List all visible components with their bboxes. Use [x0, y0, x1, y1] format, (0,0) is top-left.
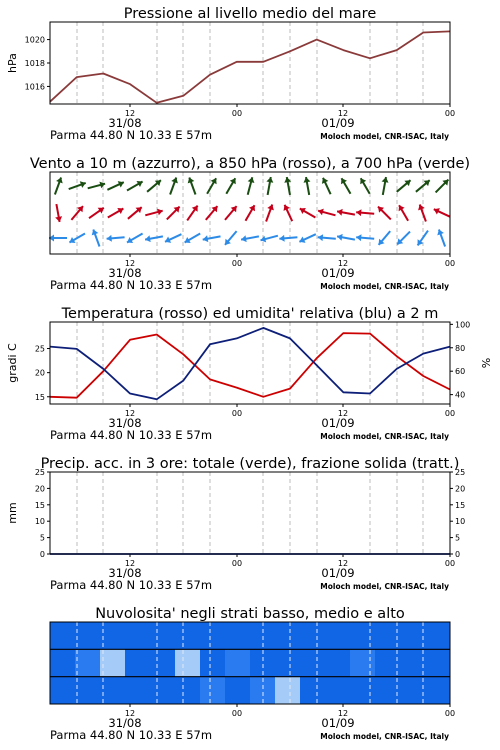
wind-arrow — [188, 178, 196, 195]
wind-arrow-head — [356, 209, 361, 216]
x-tick-label: 00 — [444, 409, 456, 418]
panel-title: Temperatura (rosso) ed umidita' relativa (blu) a 2 m — [61, 306, 439, 322]
cloud-cell — [125, 649, 151, 677]
y-tick-label: 20 — [34, 484, 45, 494]
x-tick-label: 00 — [444, 559, 456, 568]
cloud-cell — [300, 649, 326, 677]
wind-arrow — [360, 178, 370, 194]
y2-tick-label: 0 — [455, 550, 461, 559]
plot-border — [50, 472, 450, 554]
wind-arrow — [341, 178, 351, 194]
y2-tick-label: 40 — [455, 390, 466, 400]
y2-tick-label: 60 — [455, 367, 466, 377]
wind-arrow — [107, 181, 123, 190]
panel-title: Precip. acc. in 3 ore: totale (verde), frazione solida (tratt.) — [40, 456, 460, 472]
series-line-0 — [50, 31, 450, 102]
cloud-cell — [425, 649, 451, 677]
wind-arrow — [266, 177, 273, 195]
wind-arrow — [318, 209, 335, 216]
wind-arrow — [382, 177, 389, 195]
x-tick-label: 00 — [231, 109, 243, 118]
x-tick-label: 00 — [231, 409, 243, 418]
cloud-cell — [350, 677, 376, 705]
wind-arrow — [356, 234, 374, 241]
cloud-cell — [75, 649, 101, 677]
date-label: 01/09 — [321, 266, 355, 280]
wind-arrow — [55, 204, 62, 222]
x-tick-label: 12 — [124, 709, 136, 718]
wind-arrow — [436, 180, 449, 193]
cloud-cell — [350, 649, 376, 677]
cloud-cell — [200, 677, 226, 705]
cloud-cell — [100, 649, 126, 677]
y-tick-label: 20 — [34, 368, 45, 378]
y-tick-label: 1020 — [24, 35, 45, 45]
cloud-cell — [225, 677, 251, 705]
panel-0 — [6, 6, 455, 142]
wind-arrow — [356, 209, 374, 216]
cloud-cell — [150, 677, 176, 705]
x-tick-label: 12 — [337, 709, 349, 718]
cloud-cell — [325, 622, 351, 650]
cloud-cell — [275, 649, 301, 677]
wind-arrow — [418, 205, 426, 222]
cloud-cell — [350, 622, 376, 650]
date-label: 01/09 — [321, 566, 355, 580]
y2-tick-label: 10 — [455, 517, 466, 527]
wind-arrow — [207, 178, 217, 194]
wind-arrow — [437, 230, 445, 247]
date-label: 31/08 — [108, 716, 142, 730]
y2-axis-label: % — [480, 357, 493, 369]
y-tick-label: 25 — [34, 344, 45, 354]
wind-arrow — [284, 205, 293, 221]
cloud-cell — [325, 677, 351, 705]
x-tick-label: 12 — [124, 409, 136, 418]
wind-arrow — [379, 231, 391, 245]
x-tick-label: 12 — [124, 259, 136, 268]
wind-arrow — [299, 234, 315, 243]
y-tick-label: 15 — [34, 500, 45, 510]
wind-arrow — [378, 207, 391, 220]
wind-arrow — [337, 234, 355, 241]
cloud-cell — [75, 677, 101, 705]
x-tick-label: 12 — [124, 559, 136, 568]
cloud-cell — [175, 677, 201, 705]
y-tick-label: 25 — [34, 468, 45, 477]
cloud-cell — [275, 622, 301, 650]
panel-3 — [6, 456, 465, 592]
wind-arrow-head — [356, 234, 361, 241]
date-label: 01/09 — [321, 716, 355, 730]
cloud-cell — [425, 622, 451, 650]
date-label: 01/09 — [321, 416, 355, 430]
cloud-cell — [125, 622, 151, 650]
wind-arrow — [89, 208, 104, 218]
date-label: 01/09 — [321, 116, 355, 130]
cloud-cell — [425, 677, 451, 705]
wind-arrow — [147, 180, 161, 192]
cloud-cell — [200, 622, 226, 650]
date-label: 31/08 — [108, 116, 142, 130]
wind-arrow — [248, 177, 255, 194]
cloud-cell — [300, 677, 326, 705]
x-tick-label: 12 — [124, 109, 136, 118]
wind-arrow — [69, 234, 85, 244]
wind-arrow — [170, 178, 178, 195]
location-label: Parma 44.80 N 10.33 E 57m — [50, 728, 213, 742]
cloud-cell — [150, 622, 176, 650]
y2-tick-label: 25 — [455, 468, 466, 477]
cloud-cell — [150, 649, 176, 677]
location-label: Parma 44.80 N 10.33 E 57m — [50, 428, 213, 442]
y-axis-label: mm — [6, 502, 19, 524]
wind-arrow — [300, 208, 316, 218]
wind-arrow — [187, 206, 197, 221]
wind-arrow — [55, 178, 63, 195]
wind-arrow — [266, 205, 274, 222]
x-tick-label: 00 — [444, 259, 456, 268]
y2-tick-label: 80 — [455, 343, 466, 353]
y2-tick-label: 20 — [455, 484, 466, 494]
date-label: 31/08 — [108, 266, 142, 280]
plot-border — [50, 22, 450, 104]
cloud-cell — [200, 649, 226, 677]
y-axis-label: hPa — [6, 53, 19, 73]
x-tick-label: 12 — [337, 409, 349, 418]
cloud-cell — [400, 677, 426, 705]
panel-1 — [30, 156, 470, 292]
x-tick-label: 00 — [231, 559, 243, 568]
cloud-cell — [225, 622, 251, 650]
date-label: 31/08 — [108, 566, 142, 580]
wind-arrow-head — [279, 235, 284, 242]
source-label: Moloch model, CNR-ISAC, Italy — [320, 432, 449, 441]
y-tick-label: 0 — [39, 550, 45, 559]
y2-tick-label: 5 — [455, 533, 461, 543]
wind-arrow — [304, 177, 311, 195]
y-tick-label: 15 — [34, 392, 45, 402]
location-label: Parma 44.80 N 10.33 E 57m — [50, 578, 213, 592]
wind-arrow — [397, 180, 411, 192]
cloud-cell — [50, 649, 76, 677]
wind-arrow — [399, 205, 409, 221]
wind-arrow — [226, 178, 236, 194]
wind-arrow — [107, 235, 125, 242]
wind-arrow — [49, 235, 67, 242]
cloud-cell — [300, 622, 326, 650]
panel-title: Nuvolosita' negli strati basso, medio e alto — [95, 606, 405, 622]
x-tick-label: 12 — [337, 259, 349, 268]
x-tick-label: 12 — [337, 559, 349, 568]
x-tick-label: 00 — [444, 709, 456, 718]
y2-tick-label: 100 — [455, 320, 471, 330]
cloud-cell — [50, 622, 76, 650]
location-label: Parma 44.80 N 10.33 E 57m — [50, 278, 213, 292]
y-tick-label: 1018 — [24, 59, 45, 68]
cloud-cell — [325, 649, 351, 677]
cloud-cell — [400, 649, 426, 677]
wind-arrow — [128, 207, 142, 219]
source-label: Moloch model, CNR-ISAC, Italy — [320, 282, 449, 291]
wind-arrow — [185, 234, 201, 244]
panel-title: Vento a 10 m (azzurro), a 850 hPa (rosso), a 700 hPa (verde) — [29, 156, 471, 172]
wind-arrow — [203, 235, 221, 242]
wind-arrow-head — [318, 234, 323, 241]
cloud-cell — [100, 622, 126, 650]
cloud-cell — [225, 649, 251, 677]
wind-arrow — [318, 234, 336, 241]
cloud-cell — [50, 677, 76, 705]
wind-arrow — [206, 206, 218, 220]
series-line-0 — [50, 333, 450, 398]
wind-arrow — [127, 234, 143, 244]
y-tick-label: 10 — [34, 517, 45, 527]
wind-arrow — [322, 178, 331, 194]
cloud-cell — [100, 677, 126, 705]
wind-arrow — [145, 209, 162, 216]
panel-2 — [6, 306, 493, 442]
wind-arrow — [225, 206, 237, 220]
y-tick-label: 1016 — [24, 82, 45, 92]
wind-arrow — [108, 208, 124, 218]
wind-arrow — [167, 207, 180, 220]
cloud-cell — [275, 677, 301, 705]
wind-arrow — [397, 232, 410, 245]
wind-arrow — [88, 182, 105, 189]
wind-arrow — [434, 208, 450, 217]
wind-arrow — [337, 209, 355, 216]
y-axis-label: gradi C — [6, 343, 19, 383]
panel-title: Pressione al livello medio del mare — [123, 6, 377, 22]
x-tick-label: 00 — [231, 259, 243, 268]
source-label: Moloch model, CNR-ISAC, Italy — [320, 732, 449, 741]
cloud-cell — [400, 622, 426, 650]
wind-arrow-head — [107, 235, 112, 242]
location-label: Parma 44.80 N 10.33 E 57m — [50, 128, 213, 142]
x-tick-label: 00 — [444, 109, 456, 118]
wind-arrow — [92, 230, 100, 247]
source-label: Moloch model, CNR-ISAC, Italy — [320, 132, 449, 141]
wind-arrow — [145, 235, 163, 242]
wind-arrow — [225, 231, 237, 245]
date-label: 31/08 — [108, 416, 142, 430]
wind-arrow — [127, 181, 143, 191]
cloud-cell — [125, 677, 151, 705]
cloud-cell — [175, 622, 201, 650]
wind-arrow — [246, 205, 256, 221]
x-tick-label: 12 — [337, 109, 349, 118]
panel-4 — [50, 606, 455, 742]
source-label: Moloch model, CNR-ISAC, Italy — [320, 582, 449, 591]
cloud-cell — [75, 622, 101, 650]
wind-arrow — [279, 235, 297, 242]
wind-arrow — [241, 235, 259, 242]
y-tick-label: 5 — [39, 533, 45, 543]
cloud-cell — [175, 649, 201, 677]
wind-arrow — [418, 231, 428, 246]
y2-tick-label: 15 — [455, 500, 466, 510]
x-tick-label: 00 — [231, 709, 243, 718]
wind-arrow — [165, 234, 181, 243]
